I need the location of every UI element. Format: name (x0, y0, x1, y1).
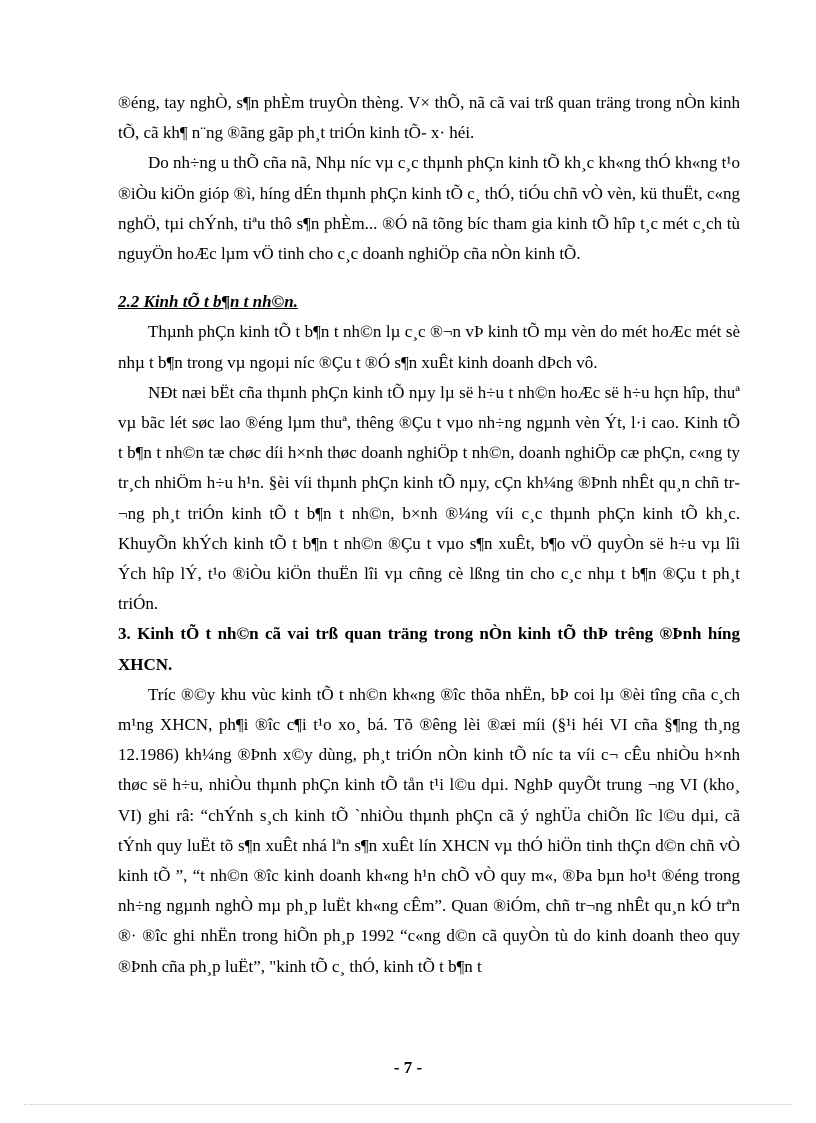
paragraph-private-capital-definition: Thµnh phÇn kinh tÕ t b¶n t nh©n lµ c¸c ®¬n vÞ kinh tÕ mµ vèn do mét hoÆc mét sè nhµ t b¶n trong vµ ngoµi níc ®Çu t ®Ó s¶n xuÊt kinh doanh dÞch vô. (118, 322, 745, 372)
paragraph-private-sector-history: Tríc ®©y khu vùc kinh tÕ t nh©n kh«ng ®îc thõa nhËn, bÞ coi lµ ®èi tîng cña c¸ch m¹ng XHCN, ph¶i ®îc c¶i t¹o xo¸ bá. Tõ ®êng lèi ®æi míi (§¹i héi VI cña §¶ng th¸ng 12.1986) kh¼ng ®Þnh x©y dùng, ph¸t triÓn nÒn kinh tÕ níc ta víi c¬ cÊu nhiÒu h×nh thøc së h÷u, nhiÒu thµnh phÇn kinh tÕ tån t¹i l©u dµi. NghÞ quyÕt trung ¬ng VI (kho¸ VI) ghi râ: “chÝnh s¸ch kinh tÕ `nhiÒu thµnh phÇn cã ý nghÜa chiÕn lîc l©u dµi, cã tÝnh quy luËt tõ s¶n xuÊt nhá lªn s¶n xuÊt lín XHCN vµ thÓ hiÖn tinh thÇn d©n chñ vÒ kinh tÕ ”, “t nh©n ®îc kinh doanh kh«ng h¹n chÕ vÒ quy m«, ®Þa bµn ho¹t ®éng trong nh÷ng ngµnh nghÒ mµ ph¸p luËt kh«ng cÊm”. Quan ®iÓm, chñ tr¬ng nhÊt qu¸n kÓ trªn ®· ®îc ghi nhËn trong hiÕn ph¸p 1992 “c«ng d©n cã quyÒn tù do kinh doanh theo quy ®Þnh cña ph¸p luËt”, "kinh tÕ c¸ thÓ, kinh tÕ t b¶n t (118, 684, 745, 976)
paragraph-small-economy: Do nh÷ng u thÕ cña nã, Nhµ níc vµ c¸c thµnh phÇn kinh tÕ kh¸c kh«ng thÓ kh«ng t¹o ®iÒu kiÖn gióp ®ì, híng dÉn thµnh phÇn kinh tÕ c¸ thÓ, tiÓu chñ vÒ vèn, kü thuËt, c«ng nghÖ, tµi chÝnh, tiªu thô s¶n phÈm... ®Ó nã tõng bíc tham gia kinh tÕ hîp t¸c mét c¸ch tù nguyÖn hoÆc lµm vÖ tinh cho c¸c doanh nghiÖp cña nÒn kinh tÕ. (118, 153, 745, 264)
page-bottom-divider (24, 1104, 792, 1105)
paragraph-continuation: ®éng, tay nghÒ, s¶n phÈm truyÒn thèng. V× thÕ, nã cã vai trß quan träng trong nÒn kinh tÕ, cã kh¶ n¨ng ®ãng gãp ph¸t triÓn kinh tÕ- x· héi. (118, 93, 745, 143)
document-body (118, 88, 745, 982)
section-heading-3: 3. Kinh tÕ t nh©n cã vai trß quan träng trong nÒn kinh tÕ thÞ trêng ®Þnh híng XHCN. (118, 624, 740, 674)
page-number: - 7 - (393, 1058, 423, 1077)
section-heading-2-2: 2.2 Kinh tÕ t b¶n t nh©n. (118, 292, 298, 312)
paragraph-private-capital-features: NÐt næi bËt cña thµnh phÇn kinh tÕ nµy lµ së h÷u t nh©n hoÆc së h÷u hçn hîp, thuª vµ bãc lét søc lao ®éng lµm thuª, thêng ®Çu t vµo nh÷ng ngµnh vèn Ýt, l·i cao. Kinh tÕ t b¶n t nh©n tæ chøc díi h×nh thøc doanh nghiÖp t nh©n, doanh nghiÖp cæ phÇn, c«ng ty tr¸ch nhiÖm h÷u h¹n. §èi víi thµnh phÇn kinh tÕ nµy, cÇn kh¼ng ®Þnh nhÊt qu¸n chñ tr¬ng ph¸t triÓn kinh tÕ t b¶n t nh©n, b×nh ®¼ng víi c¸c thµnh phÇn kinh tÕ kh¸c. KhuyÕn khÝch kinh tÕ t b¶n t nh©n ®Çu t vµo s¶n xuÊt, b¶o vÖ quyÒn së h÷u vµ lîi Ých hîp lÝ, t¹o ®iÒu kiÖn thuËn lîi vµ cñng cè lßng tin cho c¸c nhµ t b¶n ®Çu t ph¸t triÓn. (118, 382, 745, 614)
